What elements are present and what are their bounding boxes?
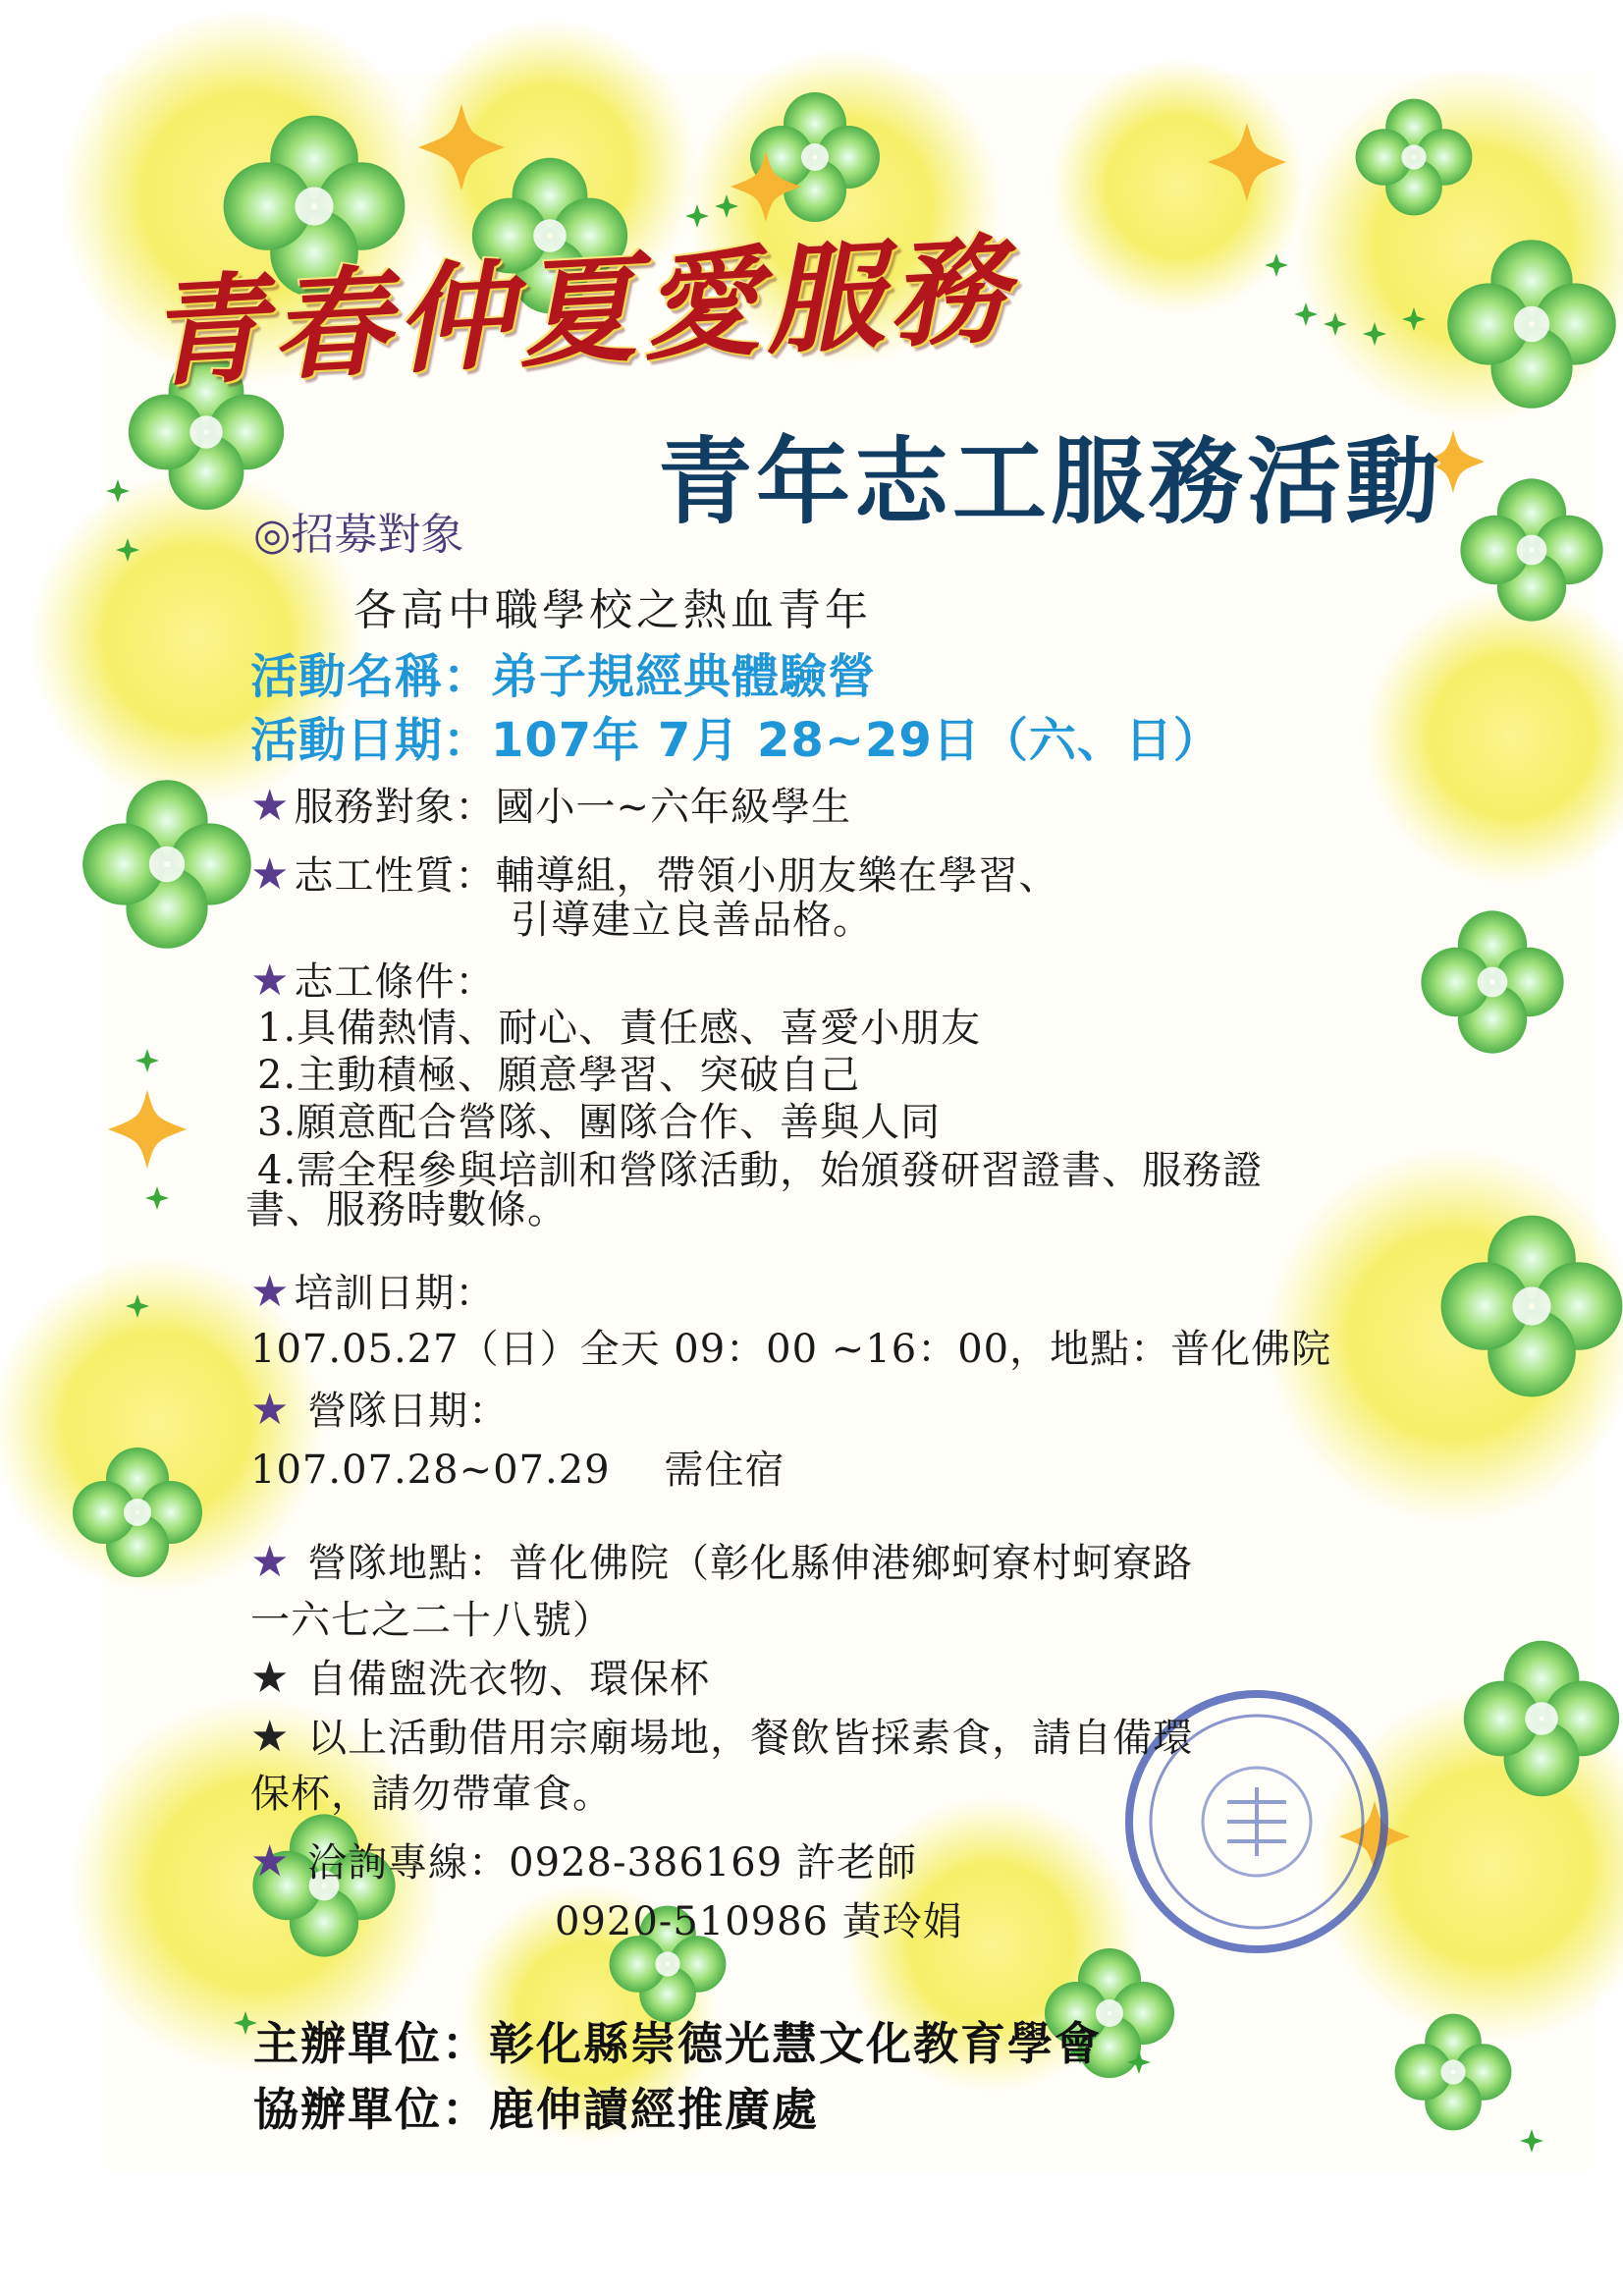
main-title: 青春仲夏愛服務 [143, 219, 1016, 404]
recruit-target: 各高中職學校之熱血青年 [353, 585, 872, 635]
camp-location-line2: 一六七之二十八號） [250, 1598, 613, 1643]
star-icon: ★ [250, 1537, 291, 1587]
volunteer-nature-line2: 引導建立良善品格。 [511, 898, 873, 943]
co-organizer: 協辦單位：鹿伸讀經推廣處 [253, 2083, 819, 2136]
recruit-heading: ◎招募對象 [253, 510, 464, 560]
camp-date-heading-row [250, 1380, 509, 1436]
note2-line1: 以上活動借用宗廟場地，餐飲皆採素食，請自備環 [294, 1716, 1194, 1761]
condition-item: 1.具備熱情、耐心、責任感、喜愛小朋友 [257, 1006, 982, 1051]
star-icon: ★ [250, 781, 291, 831]
service-target: 服務對象：國小一~六年級學生 [294, 785, 851, 830]
condition-item: 4.需全程參與培訓和營隊活動，始頒發研習證書、服務證 [257, 1148, 1264, 1193]
camp-date-detail: 107.07.28~07.29 需住宿 [250, 1448, 785, 1493]
condition-item: 2.主動積極、願意學習、突破自己 [257, 1053, 861, 1098]
contact-line2: 0920-510986 黃玲娟 [555, 1899, 963, 1944]
condition-item: 3.願意配合營隊、團隊合作、善與人同 [257, 1100, 942, 1145]
camp-location-line1: 營隊地點：普化佛院（彰化縣伸港鄉蚵寮村蚵寮路 [294, 1541, 1194, 1586]
note1-row [250, 1648, 710, 1704]
star-icon: ★ [250, 1712, 291, 1762]
condition-item-continued: 書、服務時數條。 [245, 1187, 568, 1232]
activity-name: 活動名稱：弟子規經典體驗營 [250, 649, 877, 704]
star-icon: ★ [250, 1267, 291, 1317]
note1: 自備盥洗衣物、環保杯 [294, 1657, 711, 1702]
subtitle: 青年志工服務活動 [658, 427, 1443, 537]
star-icon: ★ [250, 956, 291, 1006]
organizer: 主辦單位：彰化縣崇德光慧文化教育學會 [253, 2017, 1102, 2070]
star-icon: ★ [250, 1836, 291, 1886]
camp-location-row [250, 1532, 1193, 1588]
activity-date: 活動日期：107年 7月 28~29日（六、日） [250, 713, 1221, 768]
training-heading-row [250, 1262, 495, 1318]
training-heading: 培訓日期： [294, 1271, 496, 1316]
volunteer-nature-line1: 志工性質：輔導組，帶領小朋友樂在學習、 [294, 853, 1059, 899]
camp-date-heading: 營隊日期： [294, 1389, 510, 1434]
training-detail: 107.05.27（日）全天 09：00 ~16：00，地點：普化佛院 [250, 1327, 1332, 1372]
conditions-heading: 志工條件： [294, 959, 496, 1005]
star-icon: ★ [250, 1653, 291, 1703]
star-icon: ★ [250, 1385, 291, 1435]
star-icon: ★ [250, 849, 291, 900]
note2-line2: 保杯，請勿帶葷食。 [250, 1772, 613, 1817]
note2-row [250, 1707, 1193, 1763]
contact-row [250, 1831, 917, 1887]
service-target-row [250, 776, 851, 832]
contact-line1: 洽詢專線：0928-386169 許老師 [294, 1840, 917, 1886]
